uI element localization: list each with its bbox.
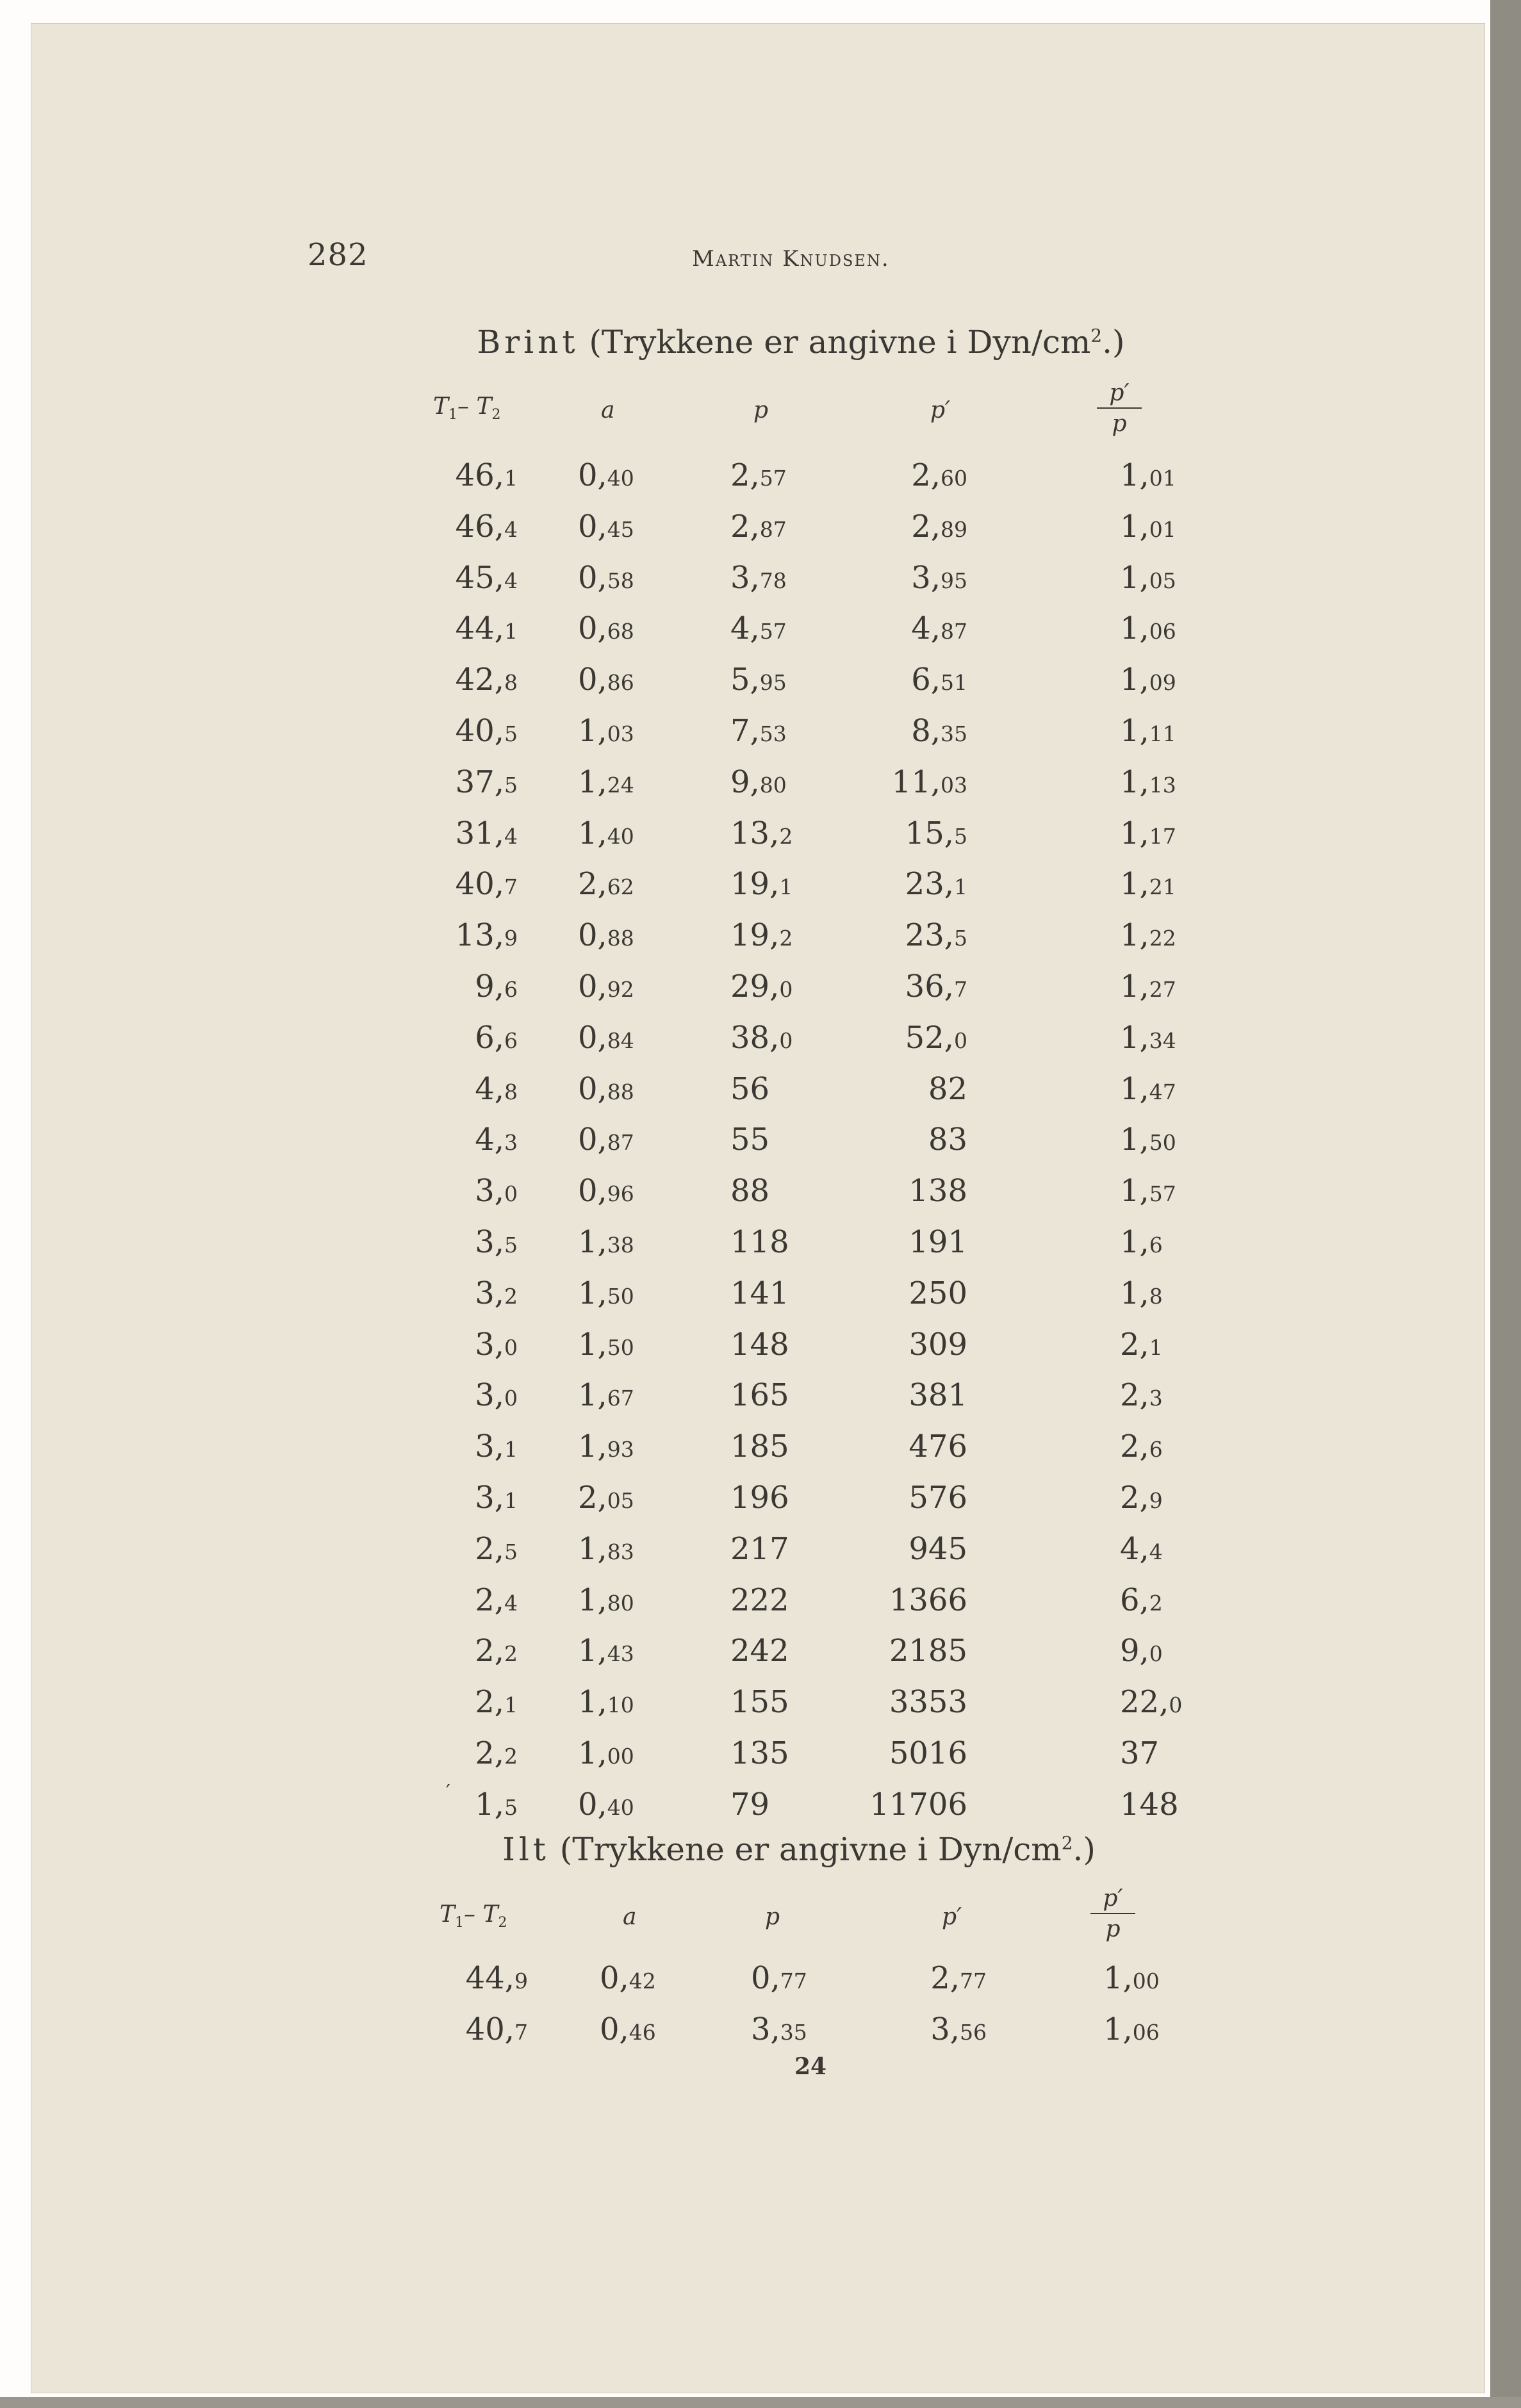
brint-cell-ratio: 1,47 xyxy=(1120,1070,1176,1107)
ilt-col-ratio xyxy=(1090,1887,1135,1941)
ilt-title-end: .) xyxy=(1073,1831,1096,1868)
brint-cell-a: 0,86 xyxy=(578,662,634,698)
brint-cell-a: 0,88 xyxy=(578,1070,634,1107)
brint-cell-p-prime: 309 xyxy=(908,1326,967,1363)
ilt-col-t1-t2: $T_1-$ $T_2$ xyxy=(440,1901,507,1931)
brint-cell-p: 196 xyxy=(730,1480,789,1516)
brint-cell-ratio: 1,22 xyxy=(1120,917,1176,954)
brint-cell-ratio: 2,6 xyxy=(1120,1429,1163,1465)
brint-title-end: .) xyxy=(1102,324,1125,361)
brint-cell-ratio: 1,21 xyxy=(1120,866,1176,903)
brint-cell-a: 1,03 xyxy=(578,713,634,749)
ilt-col-p-prime: p′ xyxy=(942,1904,962,1930)
brint-cell-a: 1,10 xyxy=(578,1684,634,1721)
brint-cell-t1-t2: 42,8 xyxy=(455,662,518,698)
brint-cell-t1-t2: 3,2 xyxy=(475,1275,518,1311)
brint-cell-p: 242 xyxy=(730,1633,789,1669)
brint-cell-t1-t2: 46,1 xyxy=(455,457,518,493)
brint-cell-p: 3,78 xyxy=(730,559,787,596)
brint-cell-t1-t2: 9,6 xyxy=(475,969,518,1004)
brint-cell-a: 1,00 xyxy=(578,1735,634,1771)
brint-cell-a: 1,50 xyxy=(578,1275,634,1311)
brint-cell-p: 19,2 xyxy=(730,917,793,954)
brint-cell-ratio: 1,17 xyxy=(1120,815,1176,851)
brint-cell-p: 79 xyxy=(730,1786,770,1822)
brint-cell-ratio: 2,3 xyxy=(1120,1377,1163,1414)
scan-edge-bottom xyxy=(0,2397,1521,2408)
brint-cell-t1-t2: 2,4 xyxy=(475,1582,518,1618)
ilt-title-sup: 2 xyxy=(1061,1832,1073,1854)
brint-cell-ratio: 1,06 xyxy=(1120,610,1176,647)
ilt-cell-t1-t2: 40,7 xyxy=(465,2011,528,2047)
brint-cell-a: 1,43 xyxy=(578,1633,634,1669)
brint-cell-t1-t2: 2,2 xyxy=(475,1735,518,1771)
ilt-title-rest: (Trykkene er angivne i Dyn/cm xyxy=(549,1831,1062,1868)
brint-cell-a: 2,62 xyxy=(578,866,634,903)
brint-cell-p-prime: 945 xyxy=(908,1530,967,1567)
brint-cell-a: 1,80 xyxy=(578,1582,634,1618)
brint-cell-t1-t2: 3,1 xyxy=(475,1429,518,1465)
brint-col-p: p xyxy=(753,397,769,423)
brint-cell-ratio: 1,50 xyxy=(1120,1122,1176,1158)
brint-cell-p: 135 xyxy=(730,1735,789,1771)
brint-title-sup: 2 xyxy=(1090,325,1103,347)
brint-cell-a: 0,87 xyxy=(578,1122,634,1158)
brint-cell-t1-t2: 3,0 xyxy=(475,1173,518,1209)
brint-cell-a: 0,68 xyxy=(578,610,634,647)
brint-cell-a: 1,93 xyxy=(578,1429,634,1465)
brint-cell-p-prime: 3353 xyxy=(889,1684,967,1721)
brint-cell-p-prime: 83 xyxy=(928,1122,967,1158)
brint-cell-p: 7,53 xyxy=(730,713,787,749)
brint-cell-t1-t2: 3,1 xyxy=(475,1480,518,1516)
brint-cell-ratio: 1,57 xyxy=(1120,1173,1176,1209)
brint-cell-a: 0,92 xyxy=(578,969,634,1004)
brint-cell-ratio: 148 xyxy=(1120,1786,1179,1822)
brint-cell-ratio: 1,05 xyxy=(1120,559,1176,596)
brint-col-a: a xyxy=(601,397,615,423)
scan-edge-right xyxy=(1490,0,1521,2408)
brint-cell-p: 88 xyxy=(730,1173,770,1209)
ilt-cell-a: 0,46 xyxy=(600,2011,656,2047)
brint-cell-p: 4,57 xyxy=(730,610,787,647)
brint-cell-a: 1,67 xyxy=(578,1377,634,1414)
ilt-ratio-num: p′ xyxy=(1090,1887,1135,1914)
brint-title-rest: (Trykkene er angivne i Dyn/cm xyxy=(579,324,1091,361)
brint-cell-t1-t2: 3,0 xyxy=(475,1326,518,1363)
brint-cell-t1-t2: 1,5 xyxy=(475,1786,518,1822)
ilt-ratio-den: p xyxy=(1105,1916,1121,1942)
brint-cell-p: 56 xyxy=(730,1070,770,1107)
brint-cell-p-prime: 15,5 xyxy=(905,815,967,851)
brint-cell-p: 118 xyxy=(730,1224,789,1260)
ilt-cell-p-prime: 3,56 xyxy=(930,2011,987,2047)
brint-cell-ratio: 22,0 xyxy=(1120,1684,1183,1721)
brint-cell-p-prime: 576 xyxy=(908,1480,967,1516)
brint-col-p-prime: p′ xyxy=(930,397,951,423)
brint-cell-ratio: 9,0 xyxy=(1120,1633,1163,1669)
brint-cell-t1-t2: 2,5 xyxy=(475,1530,518,1567)
brint-cell-p-prime: 381 xyxy=(908,1377,967,1414)
brint-cell-t1-t2: 31,4 xyxy=(455,815,518,851)
brint-cell-p-prime: 5016 xyxy=(889,1735,967,1771)
brint-cell-a: 0,88 xyxy=(578,917,634,954)
brint-cell-ratio: 1,13 xyxy=(1120,764,1176,800)
brint-cell-t1-t2: 6,6 xyxy=(475,1019,518,1056)
brint-cell-p: 155 xyxy=(730,1684,789,1721)
brint-cell-t1-t2: 13,9 xyxy=(455,917,518,954)
brint-cell-p-prime: 4,87 xyxy=(911,610,967,647)
brint-cell-ratio: 1,11 xyxy=(1120,713,1176,749)
brint-cell-ratio: 2,9 xyxy=(1120,1480,1163,1516)
brint-cell-p-prime: 82 xyxy=(928,1070,967,1107)
ilt-cell-p: 3,35 xyxy=(751,2011,807,2047)
brint-title-word: Brint xyxy=(477,324,579,361)
brint-cell-p-prime: 36,7 xyxy=(905,969,967,1004)
brint-cell-p-prime: 11,03 xyxy=(891,764,967,800)
brint-cell-p: 9,80 xyxy=(730,764,787,800)
brint-cell-t1-t2: 4,8 xyxy=(475,1070,518,1107)
brint-cell-ratio: 2,1 xyxy=(1120,1326,1163,1363)
brint-cell-p: 217 xyxy=(730,1530,789,1567)
ilt-col-p: p xyxy=(765,1904,780,1930)
ilt-title-word: Ilt xyxy=(502,1831,550,1868)
brint-cell-p-prime: 23,1 xyxy=(905,866,967,903)
brint-cell-ratio: 1,34 xyxy=(1120,1019,1176,1056)
brint-cell-ratio: 4,4 xyxy=(1120,1530,1163,1567)
brint-cell-t1-t2: 3,5 xyxy=(475,1224,518,1260)
brint-cell-ratio: 1,09 xyxy=(1120,662,1176,698)
brint-cell-p-prime: 2,89 xyxy=(911,508,967,545)
brint-cell-a: 0,58 xyxy=(578,559,634,596)
brint-cell-p-prime: 1366 xyxy=(889,1582,967,1618)
brint-cell-p-prime: 138 xyxy=(908,1173,967,1209)
brint-cell-p-prime: 2,60 xyxy=(911,457,967,493)
brint-cell-t1-t2: 46,4 xyxy=(455,508,518,545)
brint-cell-p: 185 xyxy=(730,1429,789,1465)
brint-cell-ratio: 1,6 xyxy=(1120,1224,1163,1260)
brint-ratio-num: p′ xyxy=(1097,382,1142,409)
brint-cell-ratio: 1,27 xyxy=(1120,969,1176,1004)
brint-cell-p: 13,2 xyxy=(730,815,793,851)
ilt-cell-ratio: 1,06 xyxy=(1103,2011,1160,2047)
brint-cell-ratio: 37 xyxy=(1120,1735,1160,1771)
brint-col-t1-t2: $T_1-$ $T_2$ xyxy=(433,393,501,423)
brint-cell-p-prime: 2185 xyxy=(889,1633,967,1669)
brint-ratio-den: p xyxy=(1112,411,1127,437)
brint-cell-p: 148 xyxy=(730,1326,789,1363)
brint-cell-p: 29,0 xyxy=(730,969,793,1004)
brint-cell-a: 0,84 xyxy=(578,1019,634,1056)
brint-cell-t1-t2: 45,4 xyxy=(455,559,518,596)
brint-cell-p-prime: 23,5 xyxy=(905,917,967,954)
ilt-cell-ratio: 1,00 xyxy=(1103,1960,1160,1996)
brint-cell-t1-t2: 40,5 xyxy=(455,713,518,749)
brint-cell-p-prime: 3,95 xyxy=(911,559,967,596)
brint-cell-p-prime: 8,35 xyxy=(911,713,967,749)
brint-col-ratio xyxy=(1097,382,1142,436)
ilt-cell-p-prime: 2,77 xyxy=(930,1960,987,1996)
brint-cell-a: 1,83 xyxy=(578,1530,634,1567)
ilt-col-a: a xyxy=(623,1904,637,1930)
brint-cell-p-prime: 11706 xyxy=(869,1786,967,1822)
brint-cell-p-prime: 476 xyxy=(908,1429,967,1465)
brint-cell-ratio: 1,01 xyxy=(1120,508,1176,545)
brint-cell-a: 0,96 xyxy=(578,1173,634,1209)
brint-cell-p: 38,0 xyxy=(730,1019,793,1056)
brint-cell-t1-t2: 4,3 xyxy=(475,1122,518,1158)
brint-cell-ratio: 6,2 xyxy=(1120,1582,1163,1618)
brint-cell-a: 1,50 xyxy=(578,1326,634,1363)
brint-cell-ratio: 1,01 xyxy=(1120,457,1176,493)
brint-cell-p: 165 xyxy=(730,1377,789,1414)
brint-cell-a: 1,24 xyxy=(578,764,634,800)
brint-cell-t1-t2: 2,1 xyxy=(475,1684,518,1721)
brint-cell-a: 1,38 xyxy=(578,1224,634,1260)
brint-cell-t1-t2: 44,1 xyxy=(455,610,518,647)
brint-cell-t1-t2: 3,0 xyxy=(475,1377,518,1414)
margin-tick-mark: ′ xyxy=(446,1781,450,1803)
brint-cell-a: 0,40 xyxy=(578,1786,634,1822)
brint-cell-p: 55 xyxy=(730,1122,770,1158)
page-number: 282 xyxy=(308,237,368,273)
brint-cell-p: 5,95 xyxy=(730,662,787,698)
brint-cell-p: 19,1 xyxy=(730,866,793,903)
brint-table-title xyxy=(0,324,1521,361)
ilt-table-title xyxy=(0,1831,1521,1868)
brint-cell-p: 2,87 xyxy=(730,508,787,545)
running-head: Martin Knudsen. xyxy=(692,246,890,272)
brint-cell-a: 0,45 xyxy=(578,508,634,545)
brint-cell-p: 222 xyxy=(730,1582,789,1618)
brint-cell-p: 2,57 xyxy=(730,457,787,493)
signature-mark: 24 xyxy=(794,2053,827,2080)
brint-cell-p-prime: 191 xyxy=(908,1224,967,1260)
brint-cell-p-prime: 6,51 xyxy=(911,662,967,698)
ilt-cell-a: 0,42 xyxy=(600,1960,656,1996)
brint-cell-a: 2,05 xyxy=(578,1480,634,1516)
brint-cell-a: 1,40 xyxy=(578,815,634,851)
ilt-cell-p: 0,77 xyxy=(751,1960,807,1996)
brint-cell-a: 0,40 xyxy=(578,457,634,493)
brint-cell-t1-t2: 2,2 xyxy=(475,1633,518,1669)
ilt-cell-t1-t2: 44,9 xyxy=(465,1960,528,1996)
brint-cell-t1-t2: 37,5 xyxy=(455,764,518,800)
brint-cell-t1-t2: 40,7 xyxy=(455,866,518,903)
brint-cell-p-prime: 52,0 xyxy=(905,1019,967,1056)
brint-cell-p: 141 xyxy=(730,1275,789,1311)
brint-cell-p-prime: 250 xyxy=(908,1275,967,1311)
brint-cell-ratio: 1,8 xyxy=(1120,1275,1163,1311)
